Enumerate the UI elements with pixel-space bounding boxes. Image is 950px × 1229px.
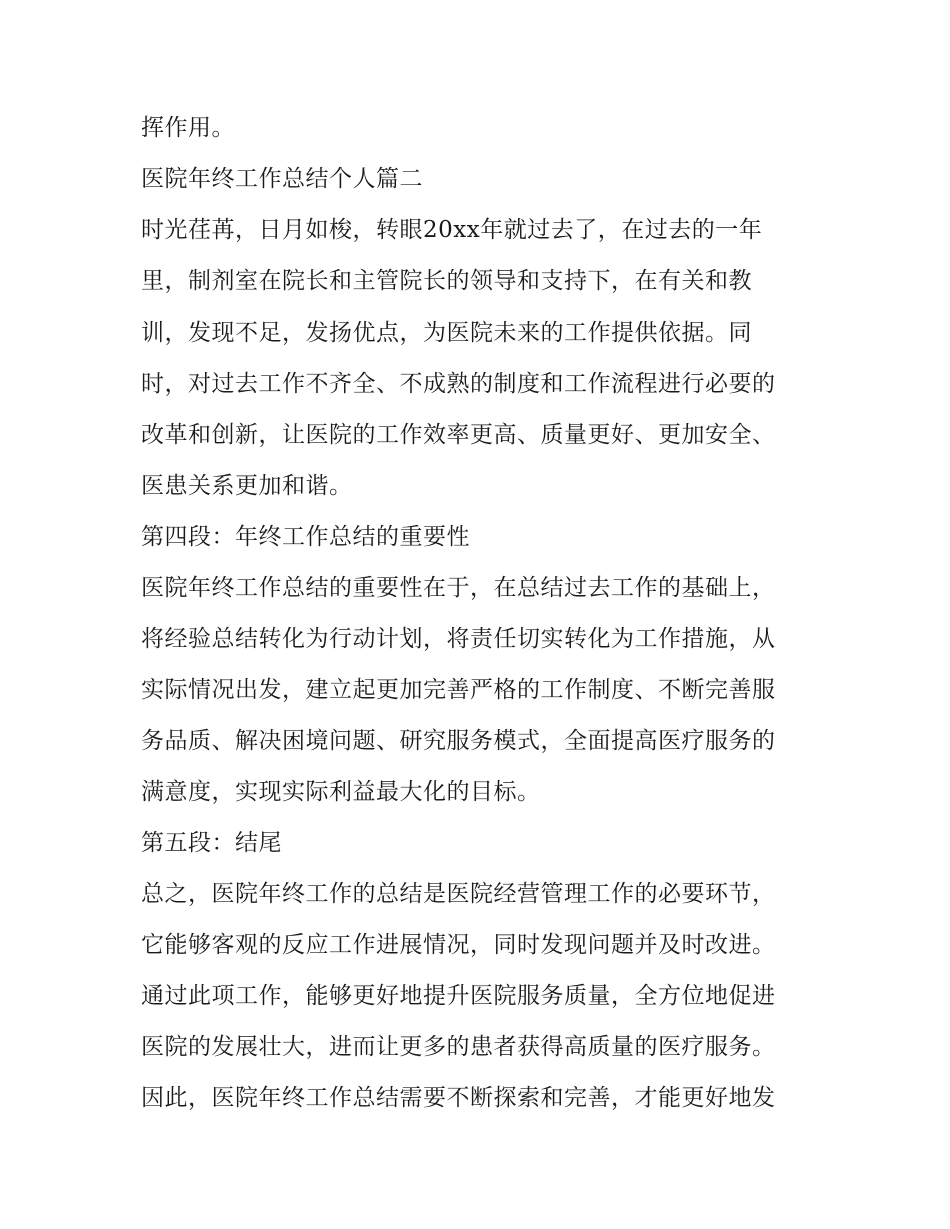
paragraph-line: 通过此项工作，能够更好地提升医院服务质量，全方位地促进 (141, 983, 776, 1009)
paragraph-line: 医患关系更加和谐。 (141, 473, 353, 499)
paragraph-line: 实际情况出发，建立起更加完善严格的工作制度、不断完善服 (141, 677, 776, 703)
paragraph-line: 改革和创新，让医院的工作效率更高、质量更好、更加安全、 (141, 422, 776, 448)
paragraph-line: 因此，医院年终工作总结需要不断探索和完善，才能更好地发 (141, 1085, 776, 1111)
paragraph-line: 时光荏苒，日月如梭，转眼20xx年就过去了，在过去的一年 (141, 217, 763, 243)
paragraph-line: 医院的发展壮大，进而让更多的患者获得高质量的医疗服务。 (141, 1034, 776, 1060)
section-heading-part5: 第五段：结尾 (141, 830, 282, 856)
paragraph-line: 它能够客观的反应工作进展情况，同时发现问题并及时改进。 (141, 932, 776, 958)
paragraph-line: 将经验总结转化为行动计划，将责任切实转化为工作措施，从 (141, 626, 776, 652)
paragraph-line: 满意度，实现实际利益最大化的目标。 (141, 779, 541, 805)
text-line-continuation: 挥作用。 (141, 115, 235, 141)
paragraph-line: 时，对过去工作不齐全、不成熟的制度和工作流程进行必要的 (141, 371, 776, 397)
section-heading-part4: 第四段：年终工作总结的重要性 (141, 524, 470, 550)
paragraph-line: 务品质、解决困境问题、研究服务模式，全面提高医疗服务的 (141, 728, 776, 754)
section-title: 医院年终工作总结个人篇二 (141, 166, 423, 192)
paragraph-line: 训，发现不足，发扬优点，为医院未来的工作提供依据。同 (141, 320, 752, 346)
paragraph-line: 总之，医院年终工作的总结是医院经营管理工作的必要环节， (141, 881, 776, 907)
paragraph-line: 里，制剂室在院长和主管院长的领导和支持下，在有关和教 (141, 268, 752, 294)
paragraph-line: 医院年终工作总结的重要性在于，在总结过去工作的基础上， (141, 575, 776, 601)
